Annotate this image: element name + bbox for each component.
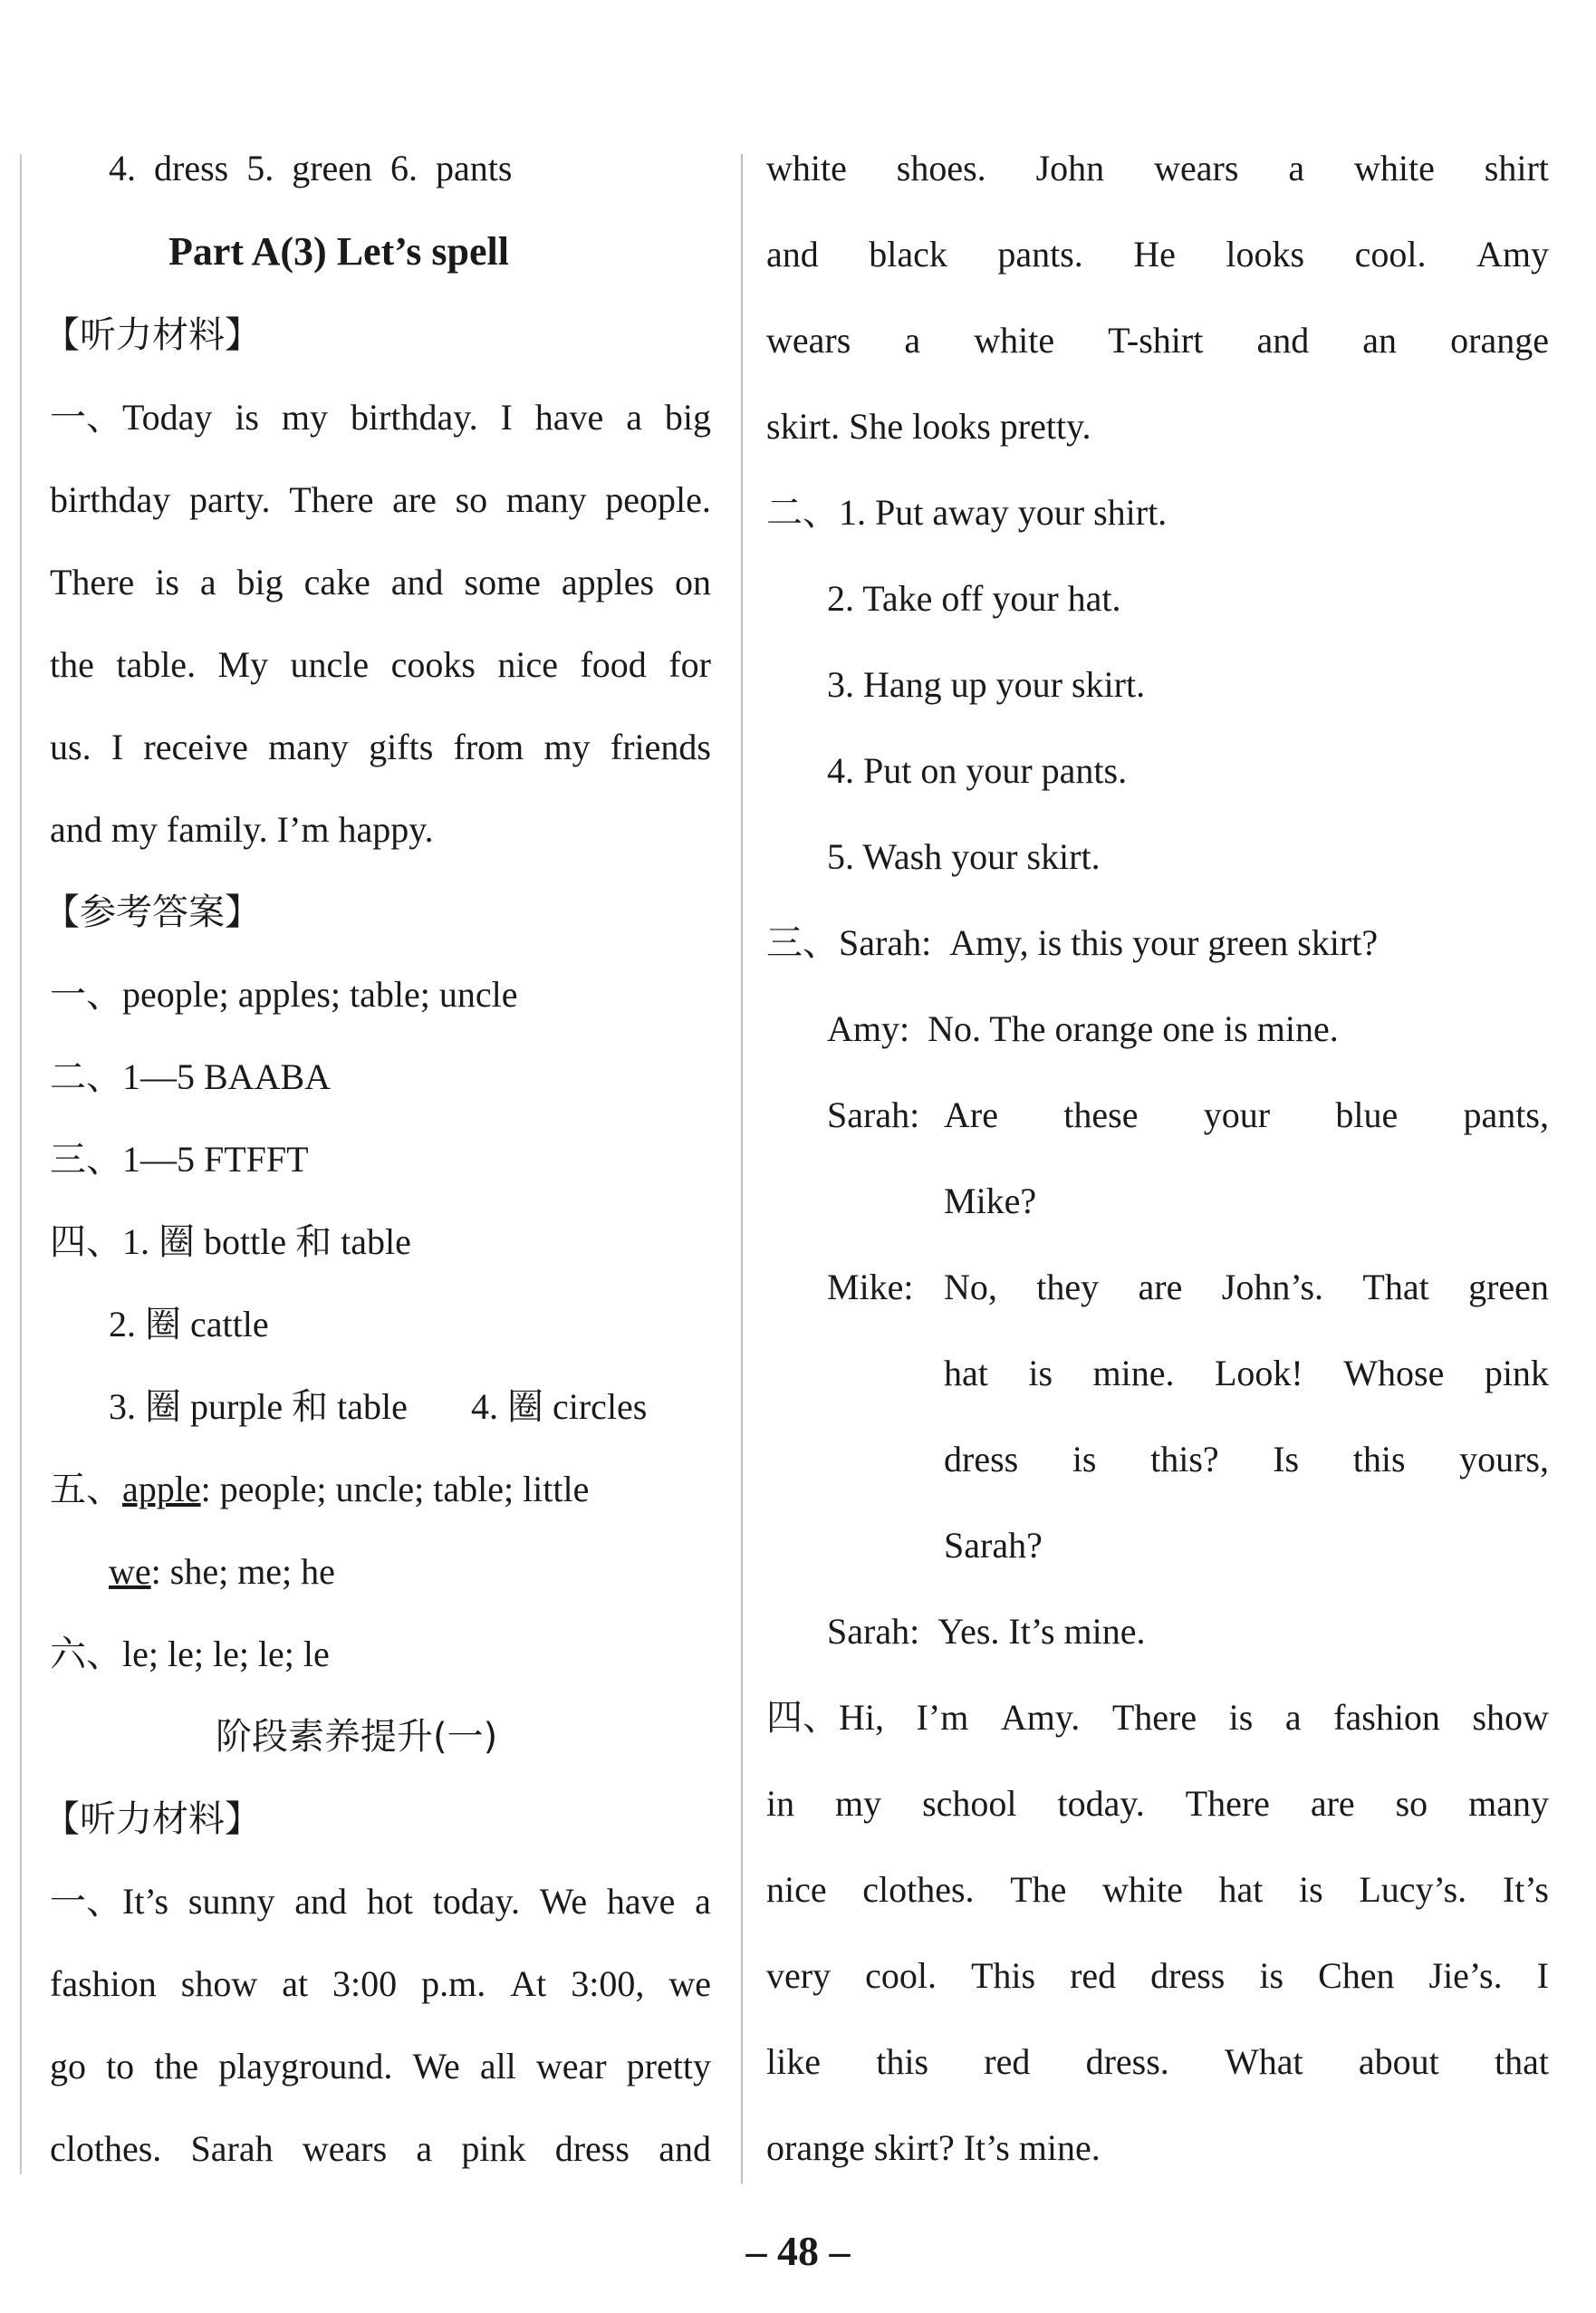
part2-item-1: 二、1. Put away your shirt. [766,492,1168,533]
dialogue-line-3-spk: Sarah: [827,1094,920,1135]
cont-line-4: skirt. She looks pretty. [766,406,1091,447]
section-heading-answers: 【参考答案】 [43,891,261,933]
text-line-9: go to the playground. We all wear pretty [50,2046,711,2087]
answer-5b: we: she; me; he [109,1551,335,1592]
section-heading-listening: 【听力材料】 [43,314,261,356]
cont-line-2: and black pants. He looks cool. Amy [766,234,1549,275]
part4-line-1: 四、Hi, I’m Amy. There is a fashion show [766,1697,1549,1738]
part4-line-4: very cool. This red dress is Chen Jie’s. I [766,1955,1549,1996]
section-heading-listening-2: 【听力材料】 [43,1798,261,1840]
dialogue-line-2: Amy: No. The orange one is mine. [827,1008,1339,1049]
part2-item-4: 4. Put on your pants. [827,750,1128,791]
part2-item-2: 2. Take off your hat. [827,578,1121,619]
answer-4-3: 3. 圈 purple 和 table [109,1386,408,1427]
text-line-5: us. I receive many gifts from my friends [50,727,711,767]
text-line-3: There is a big cake and some apples on [50,562,711,602]
dialogue-line-4c: dress is this? Is this yours, [944,1439,1549,1479]
answer-4-4: 4. 圈 circles [471,1386,648,1427]
stage-title: 阶段素养提升(一) [216,1716,498,1758]
text-line-2: birthday party. There are so many people. [50,479,711,520]
part4-line-3: nice clothes. The white hat is Lucy’s. It’s [766,1869,1549,1910]
part4-line-5: like this red dress. What about that [766,2041,1549,2082]
part4-line-6: orange skirt? It’s mine. [766,2127,1101,2168]
page-number: – 48 – [745,2228,851,2274]
answer-5: 五、apple: people; uncle; table; little [50,1469,590,1509]
answer-6: 六、le; le; le; le; le [50,1634,330,1674]
part2-item-5: 5. Wash your skirt. [827,836,1101,877]
answer-3: 三、1—5 FTFFT [50,1139,309,1180]
dialogue-line-4d: Sarah? [944,1525,1043,1566]
cont-line-1: white shoes. John wears a white shirt [766,148,1549,188]
left-margin-rule [20,154,22,2174]
answer-2: 二、1—5 BAABA [50,1056,332,1097]
dialogue-line-4b: hat is mine. Look! Whose pink [944,1353,1549,1393]
text-line-7: 一、It’s sunny and hot today. We have a [50,1881,711,1922]
part4-line-2: in my school today. There are so many [766,1783,1549,1824]
text-line-4: the table. My uncle cooks nice food for [50,644,711,685]
cont-line-3: wears a white T-shirt and an orange [766,320,1549,361]
text-line-10: clothes. Sarah wears a pink dress and [50,2128,711,2169]
column-divider [741,154,743,2183]
text-line-1: 一、Today is my birthday. I have a big [50,397,711,438]
part2-item-3: 3. Hang up your skirt. [827,664,1146,705]
text-line-8: fashion show at 3:00 p.m. At 3:00, we [50,1963,711,2004]
dialogue-line-5: Sarah: Yes. It’s mine. [827,1611,1146,1652]
answer-4-2: 2. 圈 cattle [109,1304,269,1344]
part-title: Part A(3) Let’s spell [168,229,509,274]
answer-4-1: 四、1. 圈 bottle 和 table [50,1221,411,1262]
text-line-6: and my family. I’m happy. [50,809,434,850]
dialogue-line-3b: Mike? [944,1181,1037,1221]
dialogue-line-4a: No, they are John’s. That green [944,1267,1549,1307]
answer-line-top: 4. dress 5. green 6. pants [109,148,513,188]
dialogue-line-3: Are these your blue pants, [944,1094,1549,1135]
answer-1: 一、people; apples; table; uncle [50,974,518,1015]
dialogue-line-1: 三、Sarah: Amy, is this your green skirt? [766,922,1379,963]
dialogue-line-4-spk: Mike: [827,1267,914,1307]
